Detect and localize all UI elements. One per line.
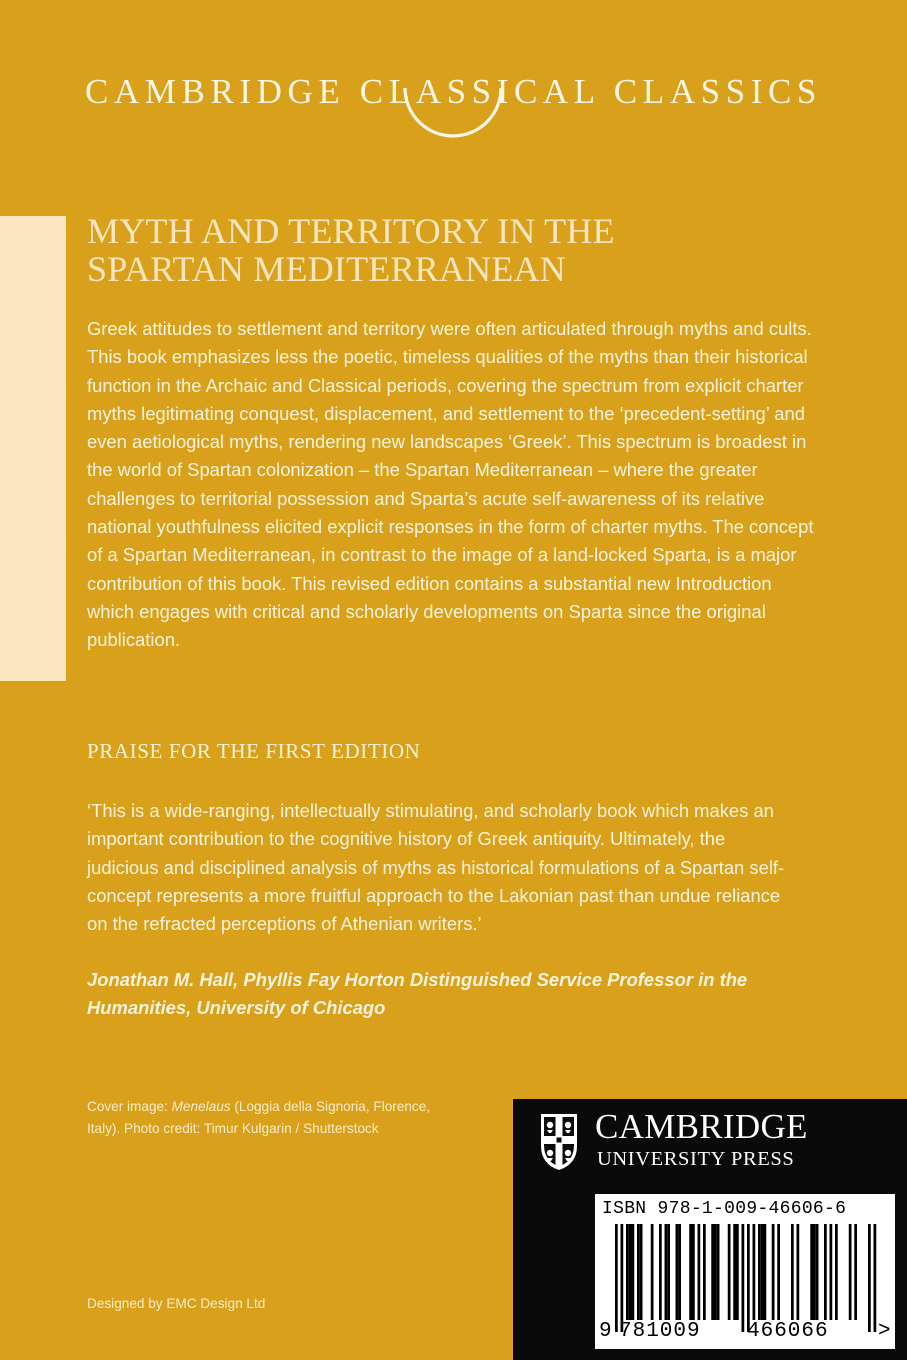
barcode-bar (629, 1224, 632, 1320)
book-title-line-2: SPARTAN MEDITERRANEAN (87, 249, 566, 289)
barcode-bar (742, 1224, 745, 1332)
barcode-bar (717, 1224, 720, 1320)
barcode-bar (835, 1224, 838, 1320)
barcode-bar (747, 1224, 750, 1332)
barcode-bar (651, 1224, 654, 1320)
barcode-bar (810, 1224, 813, 1320)
barcode-bar (813, 1224, 816, 1320)
ean-first-digit: 9 (599, 1320, 612, 1343)
barcode-bar (711, 1224, 714, 1320)
barcode-bar (728, 1224, 731, 1320)
series-title: CAMBRIDGE CLASSICAL CLASSICS (85, 72, 822, 111)
isbn-label: ISBN 978-1-009-46606-6 (602, 1199, 847, 1219)
barcode-bar (830, 1224, 833, 1320)
barcode-bar (714, 1224, 717, 1320)
publisher-name: CAMBRIDGE (595, 1107, 808, 1146)
credit-prefix: Cover image: (87, 1099, 172, 1114)
review-quote: ‘This is a wide-ranging, intellectually stimulating, and scholarly book which makes an important contribution to the cognitive history of Greek antiquity. Ultimately, the judicious and disciplined analysis of myths as historical formulations of a Spartan self-concept represents a more fruitful approach to the Lakonian past than undue reliance on the refracted perceptions of Athenian writers.’ (87, 800, 785, 935)
book-title-line-1: MYTH AND TERRITORY IN THE (87, 211, 615, 251)
series-arc-icon (400, 80, 506, 142)
barcode-bar (868, 1224, 871, 1332)
barcode-bar (632, 1224, 635, 1320)
barcode-bar (772, 1224, 775, 1320)
barcode-bar (761, 1224, 764, 1320)
barcode-bar (665, 1224, 668, 1320)
barcode-bar (692, 1224, 695, 1320)
barcode-bar (824, 1224, 827, 1320)
barcode-bar (640, 1224, 643, 1320)
barcode-bar (621, 1224, 624, 1332)
barcode-bar (758, 1224, 761, 1320)
review-attribution: Jonathan M. Hall, Phyllis Fay Horton Distinguished Service Professor in the Humanities, University of Chicago (87, 969, 748, 1019)
barcode-bar (733, 1224, 736, 1320)
book-title (87, 212, 847, 288)
credit-details: (Loggia della Signoria, Florence, Italy). Photo credit: Timur Kulgarin / Shutterstock (87, 1099, 431, 1136)
credit-artwork-title: Menelaus (171, 1099, 231, 1114)
barcode (595, 1194, 895, 1349)
ean-arrow: > (878, 1320, 891, 1343)
barcode-bar (667, 1224, 670, 1320)
praise-heading: PRAISE FOR THE FIRST EDITION (87, 739, 421, 763)
barcode-bar (698, 1224, 701, 1320)
ean-left-digits: 781009 (619, 1320, 701, 1343)
barcode-bar (849, 1224, 852, 1320)
publisher-block (513, 1099, 907, 1360)
cover-image-credit (87, 1096, 432, 1139)
book-description: Greek attitudes to settlement and territory were often articulated through myths and cults. This book emphasizes less the poetic, timeless qualities of the myths than their historical function in the Archaic and Classical periods, covering the spectrum from explicit charter myths legitimating conquest, displacement, and settlement to the ‘precedent-setting’ and even aetiological myths, rendering new landscapes ‘Greek’. This spectrum is broadest in the world of Spartan colonization – the Spartan Mediterranean – where the greater challenges to territorial possession and Sparta’s acute self-awareness of its relative national youthfulness elicited explicit responses in the form of charter myths. The concept of a Spartan Mediterranean, in contrast to the image of a land-locked Sparta, is a major contribution of this book. This revised edition contains a substantial new Introduction which engages with critical and scholarly developments on Sparta since the original publication. (87, 318, 814, 651)
barcode-bar (676, 1224, 679, 1320)
barcode-bar (816, 1224, 819, 1320)
ean-digits (595, 1320, 895, 1346)
barcode-bar (874, 1224, 877, 1332)
barcode-bar (753, 1224, 756, 1320)
barcode-bar (736, 1224, 739, 1320)
barcode-bar (626, 1224, 629, 1320)
barcode-bar (777, 1224, 780, 1320)
barcode-bar (678, 1224, 681, 1320)
barcode-bar (764, 1224, 767, 1320)
barcode-bar (615, 1224, 618, 1332)
publisher-subtitle: UNIVERSITY PRESS (597, 1148, 795, 1170)
barcode-bar (637, 1224, 640, 1320)
barcode-bar (703, 1224, 706, 1320)
decorative-band (0, 216, 66, 681)
barcode-bar (797, 1224, 800, 1320)
barcode-bar (659, 1224, 662, 1320)
barcode-bar (791, 1224, 794, 1320)
barcode-bar (689, 1224, 692, 1320)
ean-right-digits: 466066 (747, 1320, 829, 1343)
cambridge-crest-icon (539, 1112, 579, 1172)
designer-credit: Designed by EMC Design Ltd (87, 1296, 266, 1311)
barcode-bar (854, 1224, 857, 1320)
